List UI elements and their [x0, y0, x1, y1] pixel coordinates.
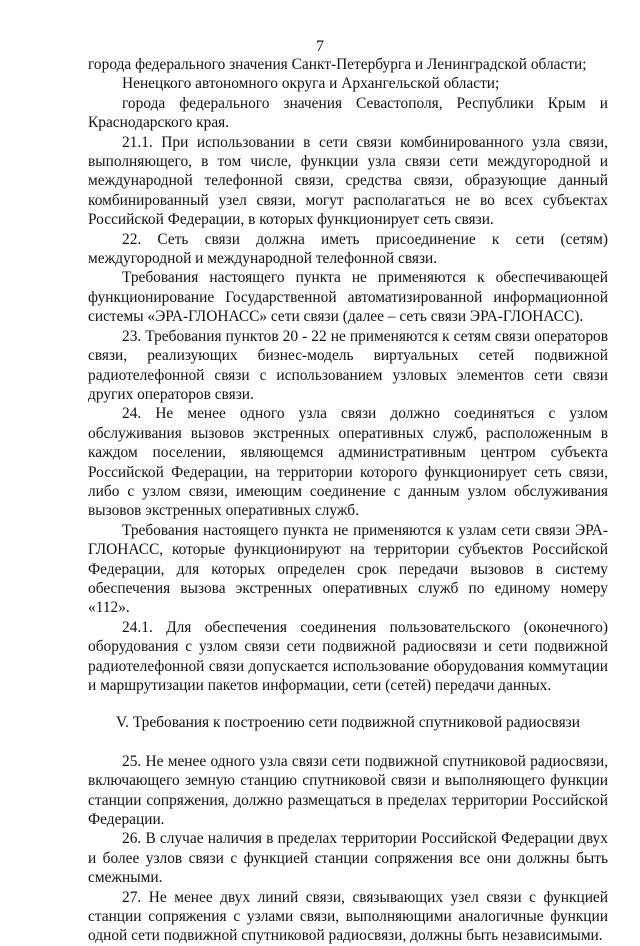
section-heading: V. Требования к построению сети подвижной спутниковой радиосвязи — [116, 714, 580, 732]
paragraph-24-note: Требования настоящего пункта не применяются к узлам сети связи ЭРА-ГЛОНАСС, которые функционируют на территории субъектов Российской Федерации, для которых определен срок передачи вызовов в систему обеспечения вызова экстренных оперативных служб по единому номеру «112». — [88, 521, 608, 617]
paragraph-23: 23. Требования пунктов 20 - 22 не применяются к сетям связи операторов связи, реализующих бизнес-модель виртуальных сетей подвижной радиотелефонной связи с использованием узловых элементов сети связи других операторов связи. — [88, 327, 608, 403]
paragraph-25: 25. Не менее одного узла связи сети подвижной спутниковой радиосвязи, включающего земную станцию спутниковой связи и выполняющего функции станции сопряжения, должно размещаться в пределах территории Российской Федерации. — [88, 752, 608, 829]
page-number: 7 — [316, 38, 324, 55]
paragraph-24-1: 24.1. Для обеспечения соединения пользовательского (оконечного) оборудования с узлом связи сети подвижной радиосвязи и сети подвижной радиотелефонной связи допускается использование оборудования коммутации и маршрутизации пакетов информации, сети (сетей) передачи данных. — [88, 618, 608, 694]
paragraph-27: 27. Не менее двух линий связи, связывающих узел связи с функцией станции сопряжения с узлами связи, выполняющими аналогичные функции одной сети подвижной спутниковой радиосвязи, должны быть независимыми. — [88, 888, 608, 945]
paragraph-26: 26. В случае наличия в пределах территории Российской Федерации двух и более узлов связи с функцией станции сопряжения все они должны быть смежными. — [88, 830, 608, 887]
paragraph-1: города федерального значения Санкт-Петербурга и Ленинградской области; — [88, 56, 587, 73]
document-body — [88, 55, 608, 946]
paragraph-21-1: 21.1. При использовании в сети связи комбинированного узла связи, выполняющего, в том числе, функции узла связи сети междугородной и международной телефонной связи, средства связи, образующие данный комбинированный узел связи, могут располагаться не во всех субъектах Российской Федерации, в которых функционирует сеть связи. — [88, 133, 608, 229]
paragraph-24: 24. Не менее одного узла связи должно соединяться с узлом обслуживания вызовов экстренных оперативных служб, расположенным в каждом поселении, являющемся административным центром субъекта Российской Федерации, на территории которого функционирует сеть связи, либо с узлом связи, имеющим соединение с данным узлом обслуживания вызовов экстренных оперативных служб. — [88, 405, 608, 520]
paragraph-22-note: Требования настоящего пункта не применяются к обеспечивающей функционирование Государственной автоматизированной информационной системы «ЭРА-ГЛОНАСС» сети связи (далее – сеть связи ЭРА-ГЛОНАСС). — [88, 269, 608, 326]
paragraph-2: Ненецкого автономного округа и Архангельской области; — [122, 75, 500, 93]
paragraph-3: города федерального значения Севастополя, Республики Крым и Краснодарского края. — [88, 94, 608, 132]
paragraph-22: 22. Сеть связи должна иметь присоединение к сети (сетям) междугородной и международной телефонной связи. — [88, 230, 608, 268]
